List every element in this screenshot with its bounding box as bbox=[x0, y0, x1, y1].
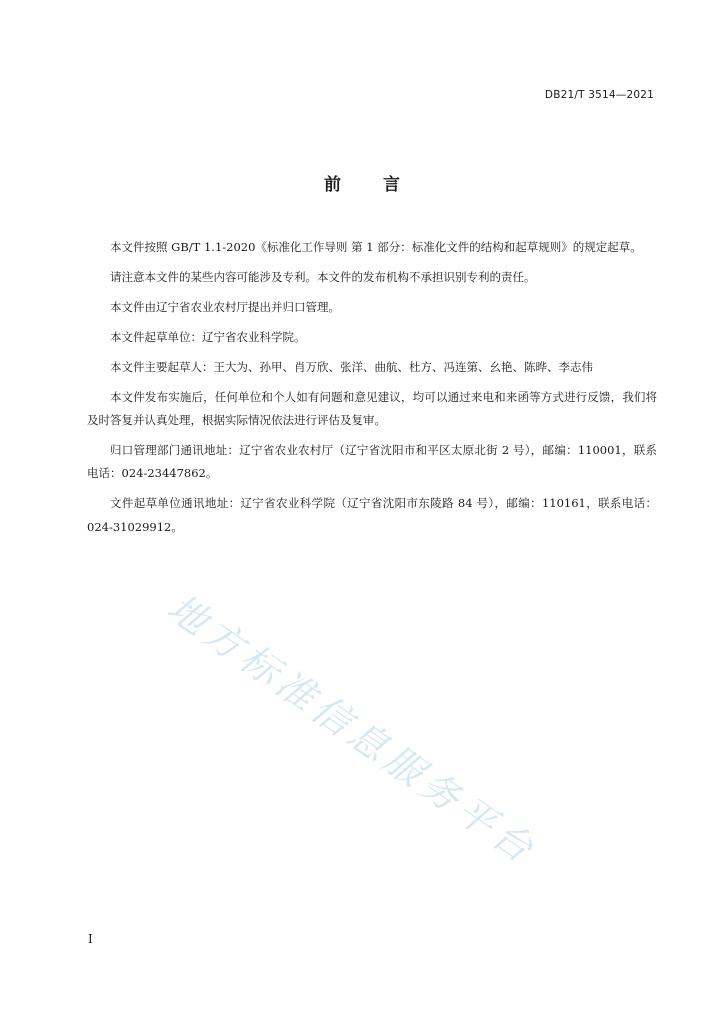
paragraph-drafter-address: 文件起草单位通讯地址：辽宁省农业科学院（辽宁省沈阳市东陵路 84 号），邮编：110161，联系电话：024-31029912。 bbox=[87, 496, 657, 534]
document-code: DB21/T 3514—2021 bbox=[544, 89, 654, 101]
paragraph-drafters: 本文件主要起草人：王大为、孙甲、肖万欣、张洋、曲航、杜方、冯连第、幺艳、陈晔、李志伟 bbox=[110, 359, 593, 374]
page-title: 前言 bbox=[324, 175, 442, 195]
watermark: 地方标准信息服务平台 bbox=[159, 585, 546, 874]
paragraph-drafting-rules: 本文件按照 GB/T 1.1-2020《标准化工作导则 第 1 部分：标准化文件的结构和起草规则》的规定起草。 bbox=[110, 240, 642, 254]
paragraph-admin-address: 归口管理部门通讯地址：辽宁省农业农村厅（辽宁省沈阳市和平区太原北街 2 号），邮编：110001，联系电话：024-23447862。 bbox=[87, 442, 657, 481]
paragraph-feedback: 本文件发布实施后，任何单位和个人如有问题和意见建议，均可以通过来电和来函等方式进行反馈，我们将及时答复并认真处理，根据实际情况依法进行评估及复审。 bbox=[87, 389, 657, 427]
paragraph-patent-notice: 请注意本文件的某些内容可能涉及专利。本文件的发布机构不承担识别专利的责任。 bbox=[110, 269, 536, 284]
paragraph-proposer: 本文件由辽宁省农业农村厅提出并归口管理。 bbox=[110, 299, 340, 314]
foreword-body bbox=[87, 236, 657, 545]
page-number: I bbox=[88, 932, 93, 946]
paragraph-drafting-unit: 本文件起草单位：辽宁省农业科学院。 bbox=[110, 329, 306, 344]
